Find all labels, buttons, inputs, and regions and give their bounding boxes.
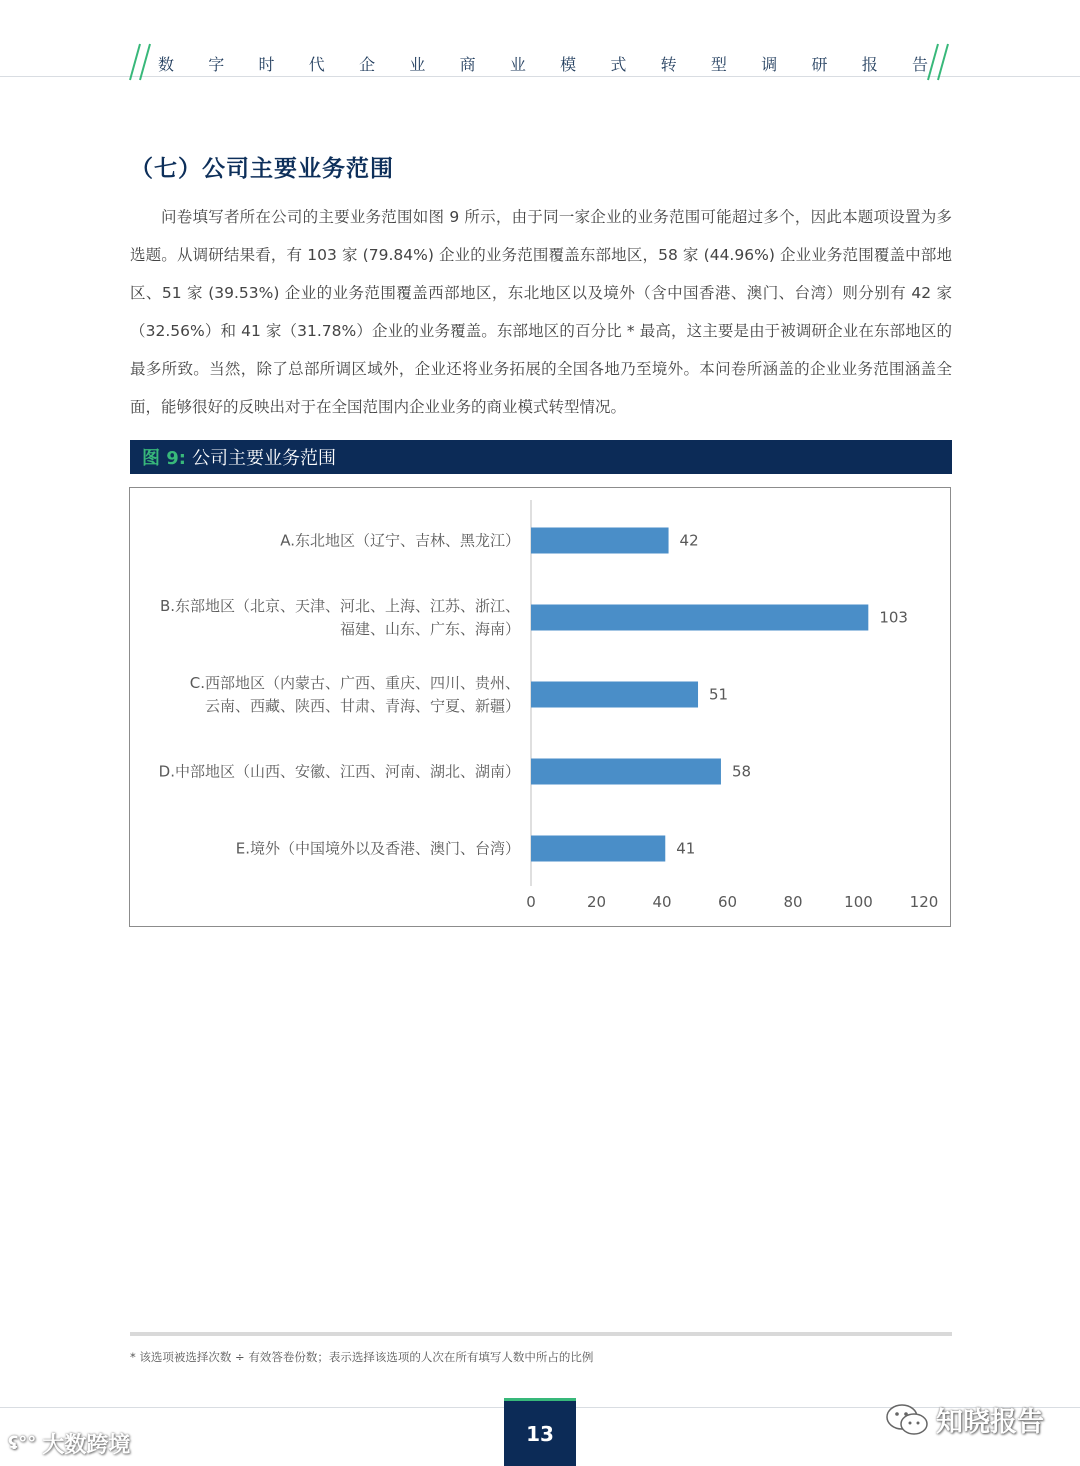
figure-number: 图 9: <box>142 448 186 469</box>
data-label: 51 <box>709 685 729 704</box>
header-title-char: 字 <box>208 55 225 74</box>
figure-title: 公司主要业务范围 <box>192 448 336 469</box>
category-label: B.东部地区（北京、天津、河北、上海、江苏、浙江、 <box>159 597 520 615</box>
header-title-char: 转 <box>660 55 677 74</box>
watermark-right <box>884 1400 1044 1439</box>
header-title-char: 告 <box>911 55 928 74</box>
header-title-char: 调 <box>761 55 778 74</box>
header-title-char: 模 <box>560 55 577 74</box>
bar-chart-svg <box>130 488 950 926</box>
page-number-box <box>504 1398 576 1466</box>
data-label: 42 <box>679 531 699 550</box>
bar <box>531 682 698 708</box>
header-title-char: 数 <box>158 55 175 74</box>
bar <box>531 759 721 785</box>
header-divider <box>0 76 1080 77</box>
bar <box>531 836 665 862</box>
x-tick-label: 80 <box>783 893 803 911</box>
body-paragraph: 问卷填写者所在公司的主要业务范围如图 9 所示，由于同一家企业的业务范围可能超过多个，因此本题项设置为多选题。从调研结果看，有 103 家 (79.84%) 企业的业务范围覆盖东部地区，58 家 (44.96%) 企业业务范围覆盖中部地区、51 家 (39.53%) 企业的业务范围覆盖西部地区，东北地区以及境外（含中国香港、澳门、台湾）则分别有 42 家（32.56%）和 41 家（31.78%）企业的业务覆盖。东部地区的百分比 * 最高，这主要是由于被调研企业在东部地区的最多所致。当然，除了总部所调区域外，企业还将业务拓展的全国各地乃至境外。本问卷所涵盖的企业业务范围涵盖全面，能够很好的反映出对于在全国范围内企业业务的商业模式转型情况。 <box>130 208 952 416</box>
header-title-char: 报 <box>861 55 878 74</box>
x-tick-label: 60 <box>717 893 738 911</box>
header-title-char: 研 <box>811 55 828 74</box>
footnote-divider <box>130 1332 952 1336</box>
category-label: E.境外（中国境外以及香港、澳门、台湾） <box>235 839 520 858</box>
watermark-left-text: 大数跨境 <box>42 1433 131 1458</box>
header-title-char: 业 <box>509 55 526 74</box>
watermark-logo-icon: ʢ°° <box>8 1433 37 1454</box>
x-tick-label: 120 <box>909 893 939 911</box>
x-tick-label: 100 <box>844 893 873 911</box>
footnote: * 该选项被选择次数 ÷ 有效答卷份数；表示选择该选项的人次在所有填写人数中所占的比例 <box>130 1350 594 1364</box>
data-label: 41 <box>676 839 696 858</box>
data-label: 58 <box>731 762 752 781</box>
x-tick-label: 40 <box>652 893 672 911</box>
bar-chart <box>129 487 951 927</box>
page-number: 13 <box>526 1421 554 1446</box>
report-header-title <box>158 52 928 75</box>
category-label: 福建、山东、广东、海南） <box>339 620 520 638</box>
watermark-right-text: 知晓报告 <box>936 1407 1044 1438</box>
data-label: 103 <box>879 608 908 627</box>
category-label: C.西部地区（内蒙古、广西、重庆、四川、贵州、 <box>189 674 520 692</box>
header-title-char: 代 <box>308 55 325 74</box>
x-tick-label: 20 <box>586 893 607 911</box>
category-label: D.中部地区（山西、安徽、江西、河南、湖北、湖南） <box>158 762 520 781</box>
watermark-left <box>8 1428 130 1459</box>
category-label: 云南、西藏、陕西、甘肃、青海、宁夏、新疆） <box>204 697 520 715</box>
header-title-char: 企 <box>359 55 376 74</box>
header-slash-left-icon <box>128 42 154 82</box>
bar <box>531 528 669 554</box>
figure-title-bar <box>130 440 952 474</box>
bar <box>531 605 868 631</box>
x-tick-label: 0 <box>526 893 536 911</box>
header-title-char: 业 <box>409 55 426 74</box>
category-label: A.东北地区（辽宁、吉林、黑龙江） <box>280 531 520 550</box>
header-title-char: 商 <box>459 55 476 74</box>
section-title: （七）公司主要业务范围 <box>130 156 394 182</box>
header-title-char: 式 <box>610 55 627 74</box>
header-slash-right-icon <box>926 42 952 82</box>
wechat-icon <box>884 1403 930 1437</box>
header-title-char: 时 <box>258 55 275 74</box>
header-title-char: 型 <box>710 55 727 74</box>
